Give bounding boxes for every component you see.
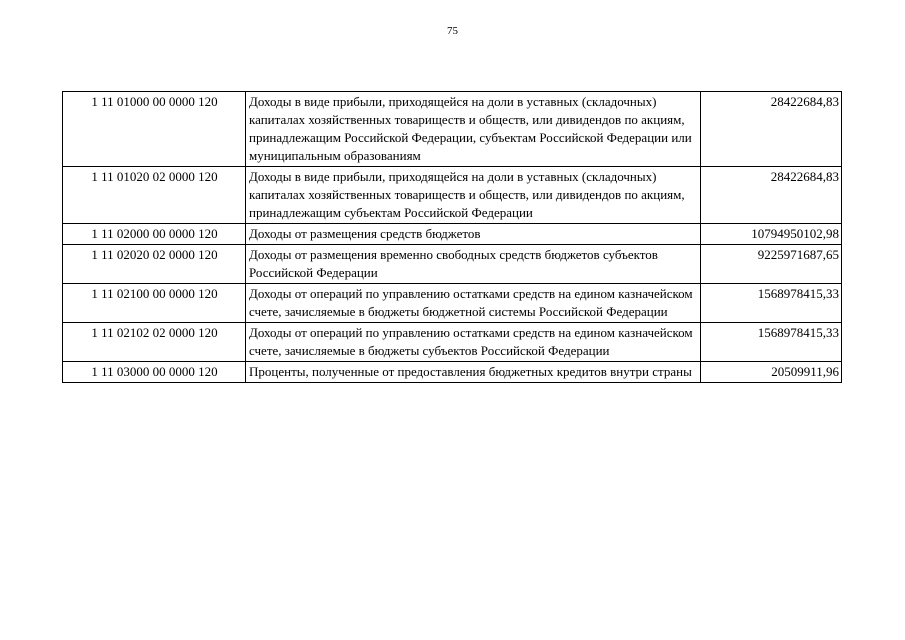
table-row <box>63 245 842 284</box>
amount-cell: 28422684,83 <box>701 167 842 224</box>
amount-cell: 10794950102,98 <box>701 224 842 245</box>
amount-cell: 28422684,83 <box>701 92 842 167</box>
budget-code-cell: 1 11 02100 00 0000 120 <box>63 284 246 323</box>
budget-code-cell: 1 11 02102 02 0000 120 <box>63 323 246 362</box>
description-cell: Доходы от операций по управлению остатками средств на едином казначейском счете, зачисляемые в бюджеты субъектов Российской Федерации <box>246 323 701 362</box>
budget-code-cell: 1 11 01020 02 0000 120 <box>63 167 246 224</box>
table-row <box>63 224 842 245</box>
description-cell: Доходы от размещения средств бюджетов <box>246 224 701 245</box>
page-number: 75 <box>447 25 458 37</box>
table-row <box>63 362 842 383</box>
table-row <box>63 167 842 224</box>
budget-code-cell: 1 11 02020 02 0000 120 <box>63 245 246 284</box>
description-cell: Доходы от операций по управлению остатками средств на едином казначейском счете, зачисляемые в бюджеты бюджетной системы Российской Федерации <box>246 284 701 323</box>
amount-cell: 1568978415,33 <box>701 323 842 362</box>
table-row <box>63 284 842 323</box>
budget-code-cell: 1 11 02000 00 0000 120 <box>63 224 246 245</box>
amount-cell: 1568978415,33 <box>701 284 842 323</box>
description-cell: Проценты, полученные от предоставления бюджетных кредитов внутри страны <box>246 362 701 383</box>
budget-code-cell: 1 11 01000 00 0000 120 <box>63 92 246 167</box>
table-row <box>63 92 842 167</box>
description-cell: Доходы от размещения временно свободных средств бюджетов субъектов Российской Федерации <box>246 245 701 284</box>
revenue-table <box>62 91 842 383</box>
description-cell: Доходы в виде прибыли, приходящейся на доли в уставных (складочных) капиталах хозяйственных товариществ и обществ, или дивидендов по акциям, принадлежащим субъектам Российской Федерации <box>246 167 701 224</box>
budget-code-cell: 1 11 03000 00 0000 120 <box>63 362 246 383</box>
table-row <box>63 323 842 362</box>
amount-cell: 20509911,96 <box>701 362 842 383</box>
description-cell: Доходы в виде прибыли, приходящейся на доли в уставных (складочных) капиталах хозяйственных товариществ и обществ, или дивидендов по акциям, принадлежащим Российской Федерации, субъектам Российской Федерации или муниципальным образованиям <box>246 92 701 167</box>
amount-cell: 9225971687,65 <box>701 245 842 284</box>
